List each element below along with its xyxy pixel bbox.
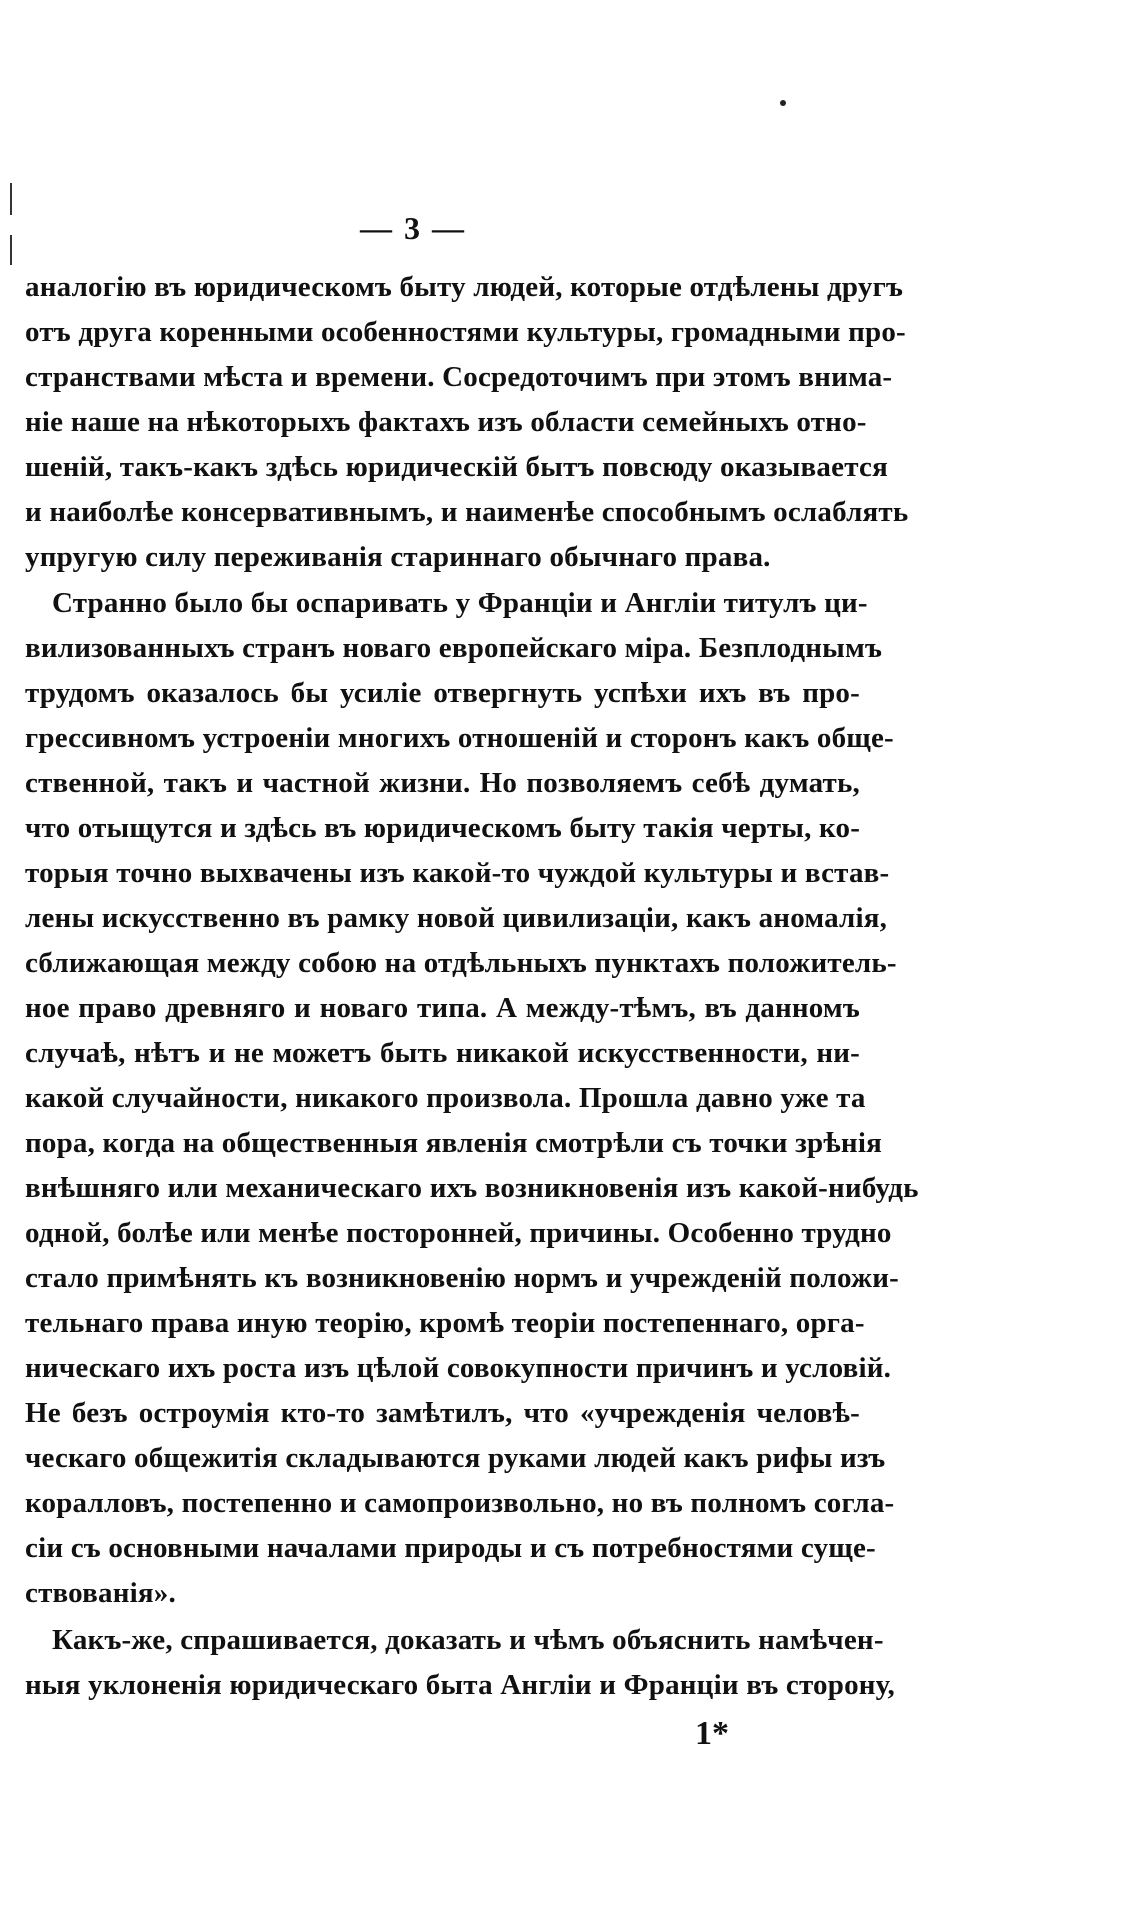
- text-line: ныя уклоненія юридическаго быта Англіи и Франціи въ сторону,: [25, 1669, 895, 1701]
- signature-mark: 1*: [695, 1715, 729, 1752]
- ink-speck: [780, 100, 786, 106]
- text-line: что отыщутся и здѣсь въ юридическомъ быту такія черты, ко-: [25, 812, 861, 844]
- text-line: ствованія».: [25, 1577, 176, 1609]
- text-line: пора, когда на общественныя явленія смотрѣли съ точки зрѣнія: [25, 1127, 882, 1159]
- text-line: упругую силу переживанія стариннаго обычнаго права.: [25, 541, 771, 573]
- text-line: какой случайности, никакого произвола. Прошла давно уже та: [25, 1082, 866, 1114]
- text-line: Какъ-же, спрашивается, доказать и чѣмъ объяснить намѣчен-: [52, 1624, 884, 1656]
- text-line: шеній, такъ-какъ здѣсь юридическій бытъ повсюду оказывается: [25, 451, 888, 483]
- text-line: торыя точно выхвачены изъ какой-то чуждой культуры и встав-: [25, 857, 890, 889]
- text-line: трудомъ оказалось бы усиліе отвергнуть успѣхи ихъ въ про-: [25, 677, 860, 709]
- text-line: грессивномъ устроеніи многихъ отношеній и сторонъ какъ обще-: [25, 722, 894, 754]
- page-edge-mark: [10, 235, 12, 265]
- text-line: вилизованныхъ странъ новаго европейскаго міра. Безплоднымъ: [25, 632, 883, 664]
- book-page: — 3 — аналогію въ юридическомъ быту людей, которые отдѣлены другъ отъ друга коренными особенностями культуры, громадными про- странствами мѣста и времени. Сосредоточимъ при этомъ внима- ніе наше на нѣкоторыхъ фактахъ изъ области семейныхъ отно- шеній, такъ-какъ здѣсь юридическій бытъ повсюду оказывается и наиболѣе консервативнымъ, и наименѣе способнымъ ослаблять упругую силу переживанія стариннаго обычнаго права. Странно было бы оспаривать у Франціи и Англіи титулъ ци- вилизованныхъ странъ новаго европейскаго міра. Безплоднымъ трудомъ оказалось бы усиліе отвергнуть успѣхи ихъ въ про- грессивномъ устроеніи многихъ отношеній и сторонъ какъ обще- ственной, такъ и частной жизни. Но позволяемъ себѣ думать, что отыщутся и здѣсь въ юридическомъ быту такія черты, ко- торыя точно выхвачены изъ какой-то чуждой культуры и встав- лены искусственно въ рамку новой цивилизаціи, какъ аномалія, сближающая между собою на отдѣльныхъ пунктахъ положитель- ное право древняго и новаго типа. А между-тѣмъ, въ данномъ случаѣ, нѣтъ и не можетъ быть никакой искусственности, ни- какой случайности, никакого произвола. Прошла давно уже та пора, когда на общественныя явленія смотрѣли съ точки зрѣнія внѣшняго или механическаго ихъ возникновенія изъ какой-нибудь одной, болѣе или менѣе посторонней, причины. Особенно трудно стало примѣнять къ возникновенію нормъ и учрежденій положи- тельнаго права иную теорію, кромѣ теоріи постепеннаго, орга- ническаго ихъ роста изъ цѣлой совокупности причинъ и условій. Не безъ остроумія кто-то замѣтилъ, что «учрежденія человѣ- ческаго общежитія складываются руками людей какъ рифы изъ коралловъ, постепенно и самопроизвольно, но въ полномъ согла- сіи съ основными началами природы и съ потребностями суще- ствованія». Какъ-же, спрашивается, доказать и чѣмъ объяснить намѣчен- ныя уклоненія юридическаго быта Англіи и Франціи въ сторону, 1*: [0, 0, 1140, 1913]
- page-edge-mark: [10, 183, 12, 215]
- text-line: ническаго ихъ роста изъ цѣлой совокупности причинъ и условій.: [25, 1352, 892, 1384]
- text-line: лены искусственно въ рамку новой цивилизаціи, какъ аномалія,: [25, 902, 888, 934]
- text-line: одной, болѣе или менѣе посторонней, причины. Особенно трудно: [25, 1217, 892, 1249]
- text-line: Не безъ остроумія кто-то замѣтилъ, что «учрежденія человѣ-: [25, 1397, 860, 1429]
- text-line: случаѣ, нѣтъ и не можетъ быть никакой искусственности, ни-: [25, 1037, 860, 1069]
- text-line: и наиболѣе консервативнымъ, и наименѣе способнымъ ослаблять: [25, 496, 909, 528]
- text-line: ное право древняго и новаго типа. А между-тѣмъ, въ данномъ: [25, 992, 860, 1024]
- text-line: отъ друга коренными особенностями культуры, громадными про-: [25, 316, 906, 348]
- text-line: коралловъ, постепенно и самопроизвольно, но въ полномъ согла-: [25, 1487, 895, 1519]
- text-line: ніе наше на нѣкоторыхъ фактахъ изъ области семейныхъ отно-: [25, 406, 867, 438]
- text-line: странствами мѣста и времени. Сосредоточимъ при этомъ внима-: [25, 361, 893, 393]
- text-line: ческаго общежитія складываются руками людей какъ рифы изъ: [25, 1442, 886, 1474]
- text-line: внѣшняго или механическаго ихъ возникновенія изъ какой-нибудь: [25, 1172, 919, 1204]
- text-line: сближающая между собою на отдѣльныхъ пунктахъ положитель-: [25, 947, 897, 979]
- text-line: аналогію въ юридическомъ быту людей, которые отдѣлены другъ: [25, 271, 904, 303]
- text-line: тельнаго права иную теорію, кромѣ теоріи постепеннаго, орга-: [25, 1307, 865, 1339]
- text-line: ственной, такъ и частной жизни. Но позволяемъ себѣ думать,: [25, 767, 860, 799]
- text-line: Странно было бы оспаривать у Франціи и Англіи титулъ ци-: [52, 587, 868, 619]
- text-line: сіи съ основными началами природы и съ потребностями суще-: [25, 1532, 876, 1564]
- text-line: стало примѣнять къ возникновенію нормъ и учрежденій положи-: [25, 1262, 899, 1294]
